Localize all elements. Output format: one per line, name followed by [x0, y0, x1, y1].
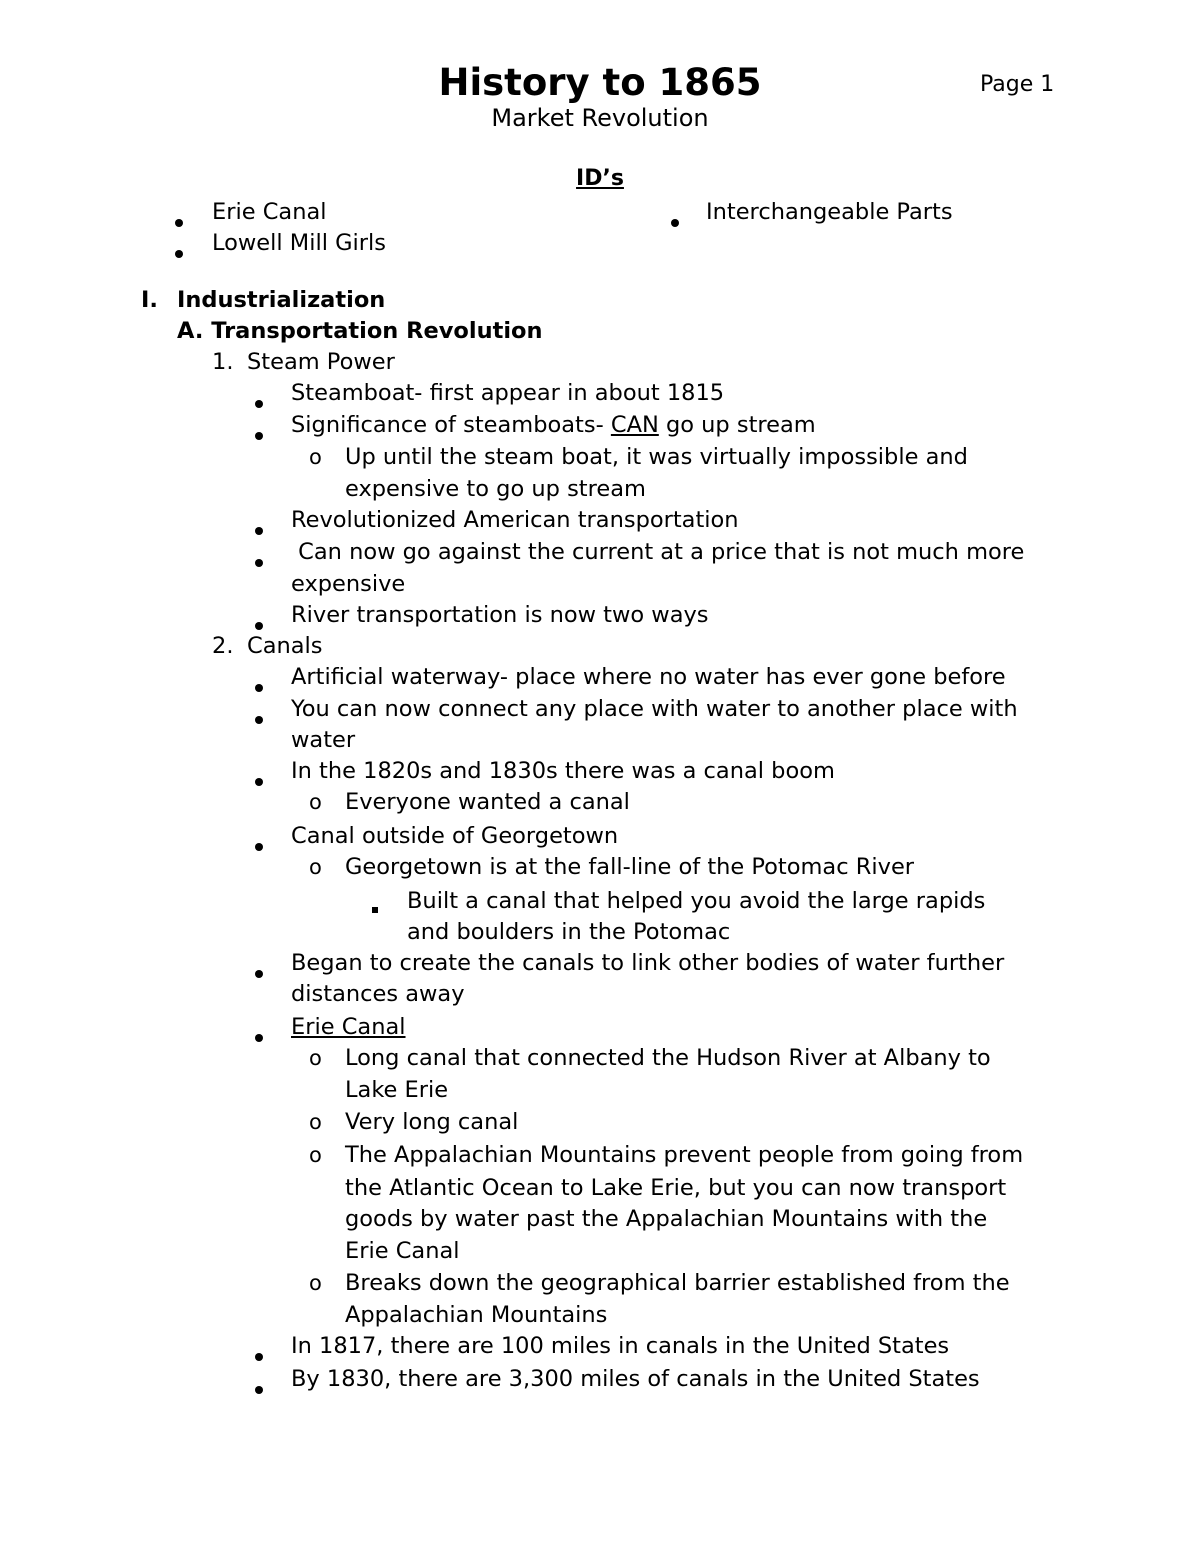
list-item: Can now go against the current at a price that is not much more: [291, 539, 1025, 565]
circle-bullet-icon: o: [309, 790, 322, 814]
bullet-icon: [255, 389, 263, 414]
list-item: Artificial waterway- place where no water has ever gone before: [291, 664, 1006, 690]
list-item: In 1817, there are 100 miles in canals in the United States: [291, 1333, 950, 1359]
list-item-continuation: distances away: [291, 981, 465, 1007]
bullet-icon: [255, 1023, 263, 1048]
list-item: River transportation is now two ways: [291, 602, 709, 628]
bullet-icon: [255, 705, 263, 730]
bullet-icon: [255, 421, 263, 446]
list-item: Everyone wanted a canal: [345, 789, 630, 815]
bullet-icon: [255, 959, 263, 984]
list-item: Steamboat- first appear in about 1815: [291, 380, 725, 406]
list-item: In the 1820s and 1830s there was a canal boom: [291, 758, 835, 784]
circle-bullet-icon: o: [309, 445, 322, 469]
page-number: Page 1: [980, 72, 1055, 97]
list-item: You can now connect any place with water to another place with: [291, 696, 1018, 722]
item-number: 2.: [212, 633, 234, 659]
list-item-continuation: water: [291, 727, 356, 753]
subsection-heading: A. Transportation Revolution: [177, 318, 543, 344]
document-title: History to 1865: [438, 61, 762, 104]
circle-bullet-icon: o: [309, 855, 322, 879]
list-item-continuation: expensive to go up stream: [345, 476, 646, 502]
list-item-continuation: goods by water past the Appalachian Mountains with the: [345, 1206, 988, 1232]
list-item-continuation: expensive: [291, 571, 406, 597]
item-number: 1.: [212, 349, 234, 375]
list-item: By 1830, there are 3,300 miles of canals in the United States: [291, 1366, 980, 1392]
list-item: Long canal that connected the Hudson River at Albany to: [345, 1045, 991, 1071]
item-heading: Canals: [247, 633, 323, 659]
list-item: Erie Canal: [291, 1014, 406, 1040]
circle-bullet-icon: o: [309, 1271, 322, 1295]
list-item-text: go up stream: [658, 412, 816, 438]
id-item: Erie Canal: [212, 199, 327, 225]
list-item-continuation: and boulders in the Potomac: [407, 919, 731, 945]
list-item: Up until the steam boat, it was virtually impossible and: [345, 444, 968, 470]
list-item-continuation: Erie Canal: [345, 1238, 460, 1264]
section-heading: Industrialization: [177, 287, 386, 313]
list-item-continuation: Appalachian Mountains: [345, 1302, 608, 1328]
list-item: Georgetown is at the fall-line of the Potomac River: [345, 854, 915, 880]
circle-bullet-icon: o: [309, 1110, 322, 1134]
bullet-icon: [175, 239, 183, 264]
list-item: Began to create the canals to link other bodies of water further: [291, 950, 1005, 976]
bullet-icon: [175, 208, 183, 233]
bullet-icon: [671, 208, 679, 233]
circle-bullet-icon: o: [309, 1143, 322, 1167]
list-item-text: Significance of steamboats-: [291, 412, 611, 438]
square-bullet-icon: [372, 894, 378, 919]
bullet-icon: [255, 516, 263, 541]
list-item: Canal outside of Georgetown: [291, 823, 619, 849]
bullet-icon: [255, 1375, 263, 1400]
ids-heading: ID’s: [576, 166, 624, 191]
list-item: Revolutionized American transportation: [291, 507, 739, 533]
document-subtitle: Market Revolution: [491, 104, 709, 132]
id-item: Lowell Mill Girls: [212, 230, 387, 256]
list-item: Built a canal that helped you avoid the large rapids: [407, 888, 986, 914]
list-item: Very long canal: [345, 1109, 519, 1135]
circle-bullet-icon: o: [309, 1046, 322, 1070]
bullet-icon: [255, 767, 263, 792]
list-item-continuation: the Atlantic Ocean to Lake Erie, but you can now transport: [345, 1175, 1007, 1201]
list-item: The Appalachian Mountains prevent people from going from: [345, 1142, 1024, 1168]
item-heading: Steam Power: [247, 349, 395, 375]
list-item-continuation: Lake Erie: [345, 1077, 449, 1103]
section-number: I.: [141, 287, 158, 313]
list-item: Breaks down the geographical barrier established from the: [345, 1270, 1010, 1296]
bullet-icon: [255, 832, 263, 857]
bullet-icon: [255, 1342, 263, 1367]
emphasis-text: CAN: [610, 412, 659, 438]
list-item: [291, 411, 816, 439]
bullet-icon: [255, 548, 263, 573]
id-item: Interchangeable Parts: [706, 199, 953, 225]
bullet-icon: [255, 673, 263, 698]
